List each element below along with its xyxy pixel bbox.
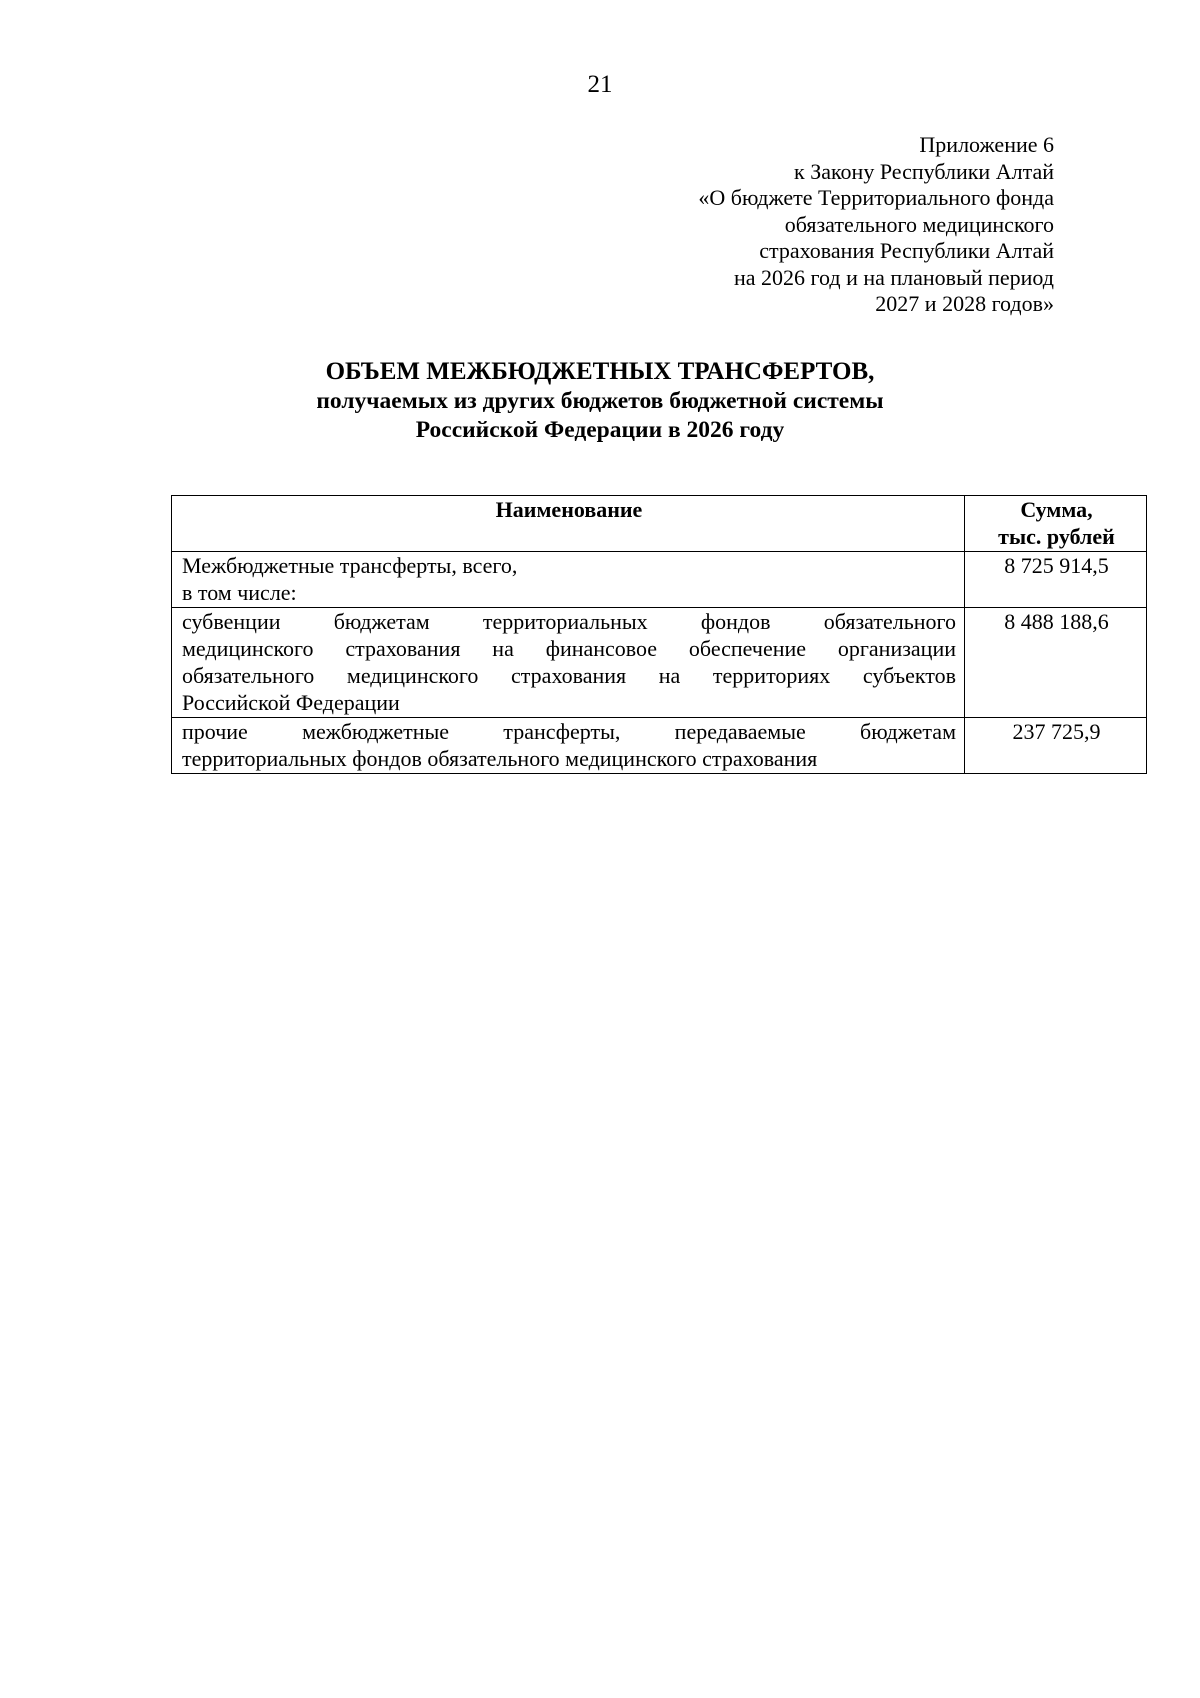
- row-name-line: Российской Федерации: [182, 690, 400, 715]
- appendix-line: к Закону Республики Алтай: [794, 158, 1054, 184]
- row-name-line: прочие межбюджетные трансферты, передаваемые бюджетам: [182, 719, 956, 744]
- row-sum-cell: [965, 552, 1147, 608]
- table-row: [172, 608, 1147, 718]
- row-name-line: в том числе:: [182, 580, 297, 605]
- header-name: [172, 496, 965, 552]
- header-sum-unit: тыс. рублей: [998, 524, 1115, 549]
- appendix-line: Приложение 6: [919, 132, 1054, 157]
- transfers-table: [171, 495, 1147, 774]
- row-name-line: территориальных фондов обязательного медицинского страхования: [182, 746, 818, 771]
- row-sum-value: 8 488 188,6: [1004, 609, 1109, 634]
- title-subtitle-line-2: Российской Федерации в 2026 году: [415, 417, 785, 443]
- row-name-cell: [172, 718, 965, 774]
- table-header-row: [172, 496, 1147, 552]
- table-row: [172, 718, 1147, 774]
- title-main: ОБЪЕМ МЕЖБЮДЖЕТНЫХ ТРАНСФЕРТОВ,: [325, 358, 875, 385]
- row-name-line: Межбюджетные трансферты, всего,: [182, 553, 518, 578]
- row-sum-value: 237 725,9: [1012, 719, 1101, 744]
- appendix-header: [494, 132, 1054, 318]
- row-name-line: субвенции бюджетам территориальных фондов обязательного: [182, 609, 956, 634]
- appendix-line: «О бюджете Территориального фонда: [698, 185, 1054, 210]
- appendix-line: 2027 и 2028 годов»: [875, 291, 1054, 316]
- row-name-cell: [172, 608, 965, 718]
- appendix-line: на 2026 год и на плановый период: [734, 264, 1054, 290]
- row-name-line: обязательного медицинского страхования на территориях субъектов: [182, 663, 956, 688]
- row-sum-cell: [965, 718, 1147, 774]
- title-subtitle-line-1: получаемых из других бюджетов бюджетной системы: [316, 388, 884, 414]
- document-title: [0, 357, 1200, 445]
- header-sum: [965, 496, 1147, 552]
- row-name-line: медицинского страхования на финансовое обеспечение организации: [182, 636, 956, 661]
- header-sum-label: Сумма,: [1020, 497, 1093, 522]
- row-sum-value: 8 725 914,5: [1004, 553, 1109, 578]
- row-sum-cell: [965, 608, 1147, 718]
- row-name-cell: [172, 552, 965, 608]
- header-name-label: Наименование: [495, 497, 643, 522]
- appendix-line: обязательного медицинского: [784, 211, 1054, 237]
- table-row: [172, 552, 1147, 608]
- page-number: 21: [587, 71, 613, 98]
- appendix-line: страхования Республики Алтай: [759, 238, 1054, 263]
